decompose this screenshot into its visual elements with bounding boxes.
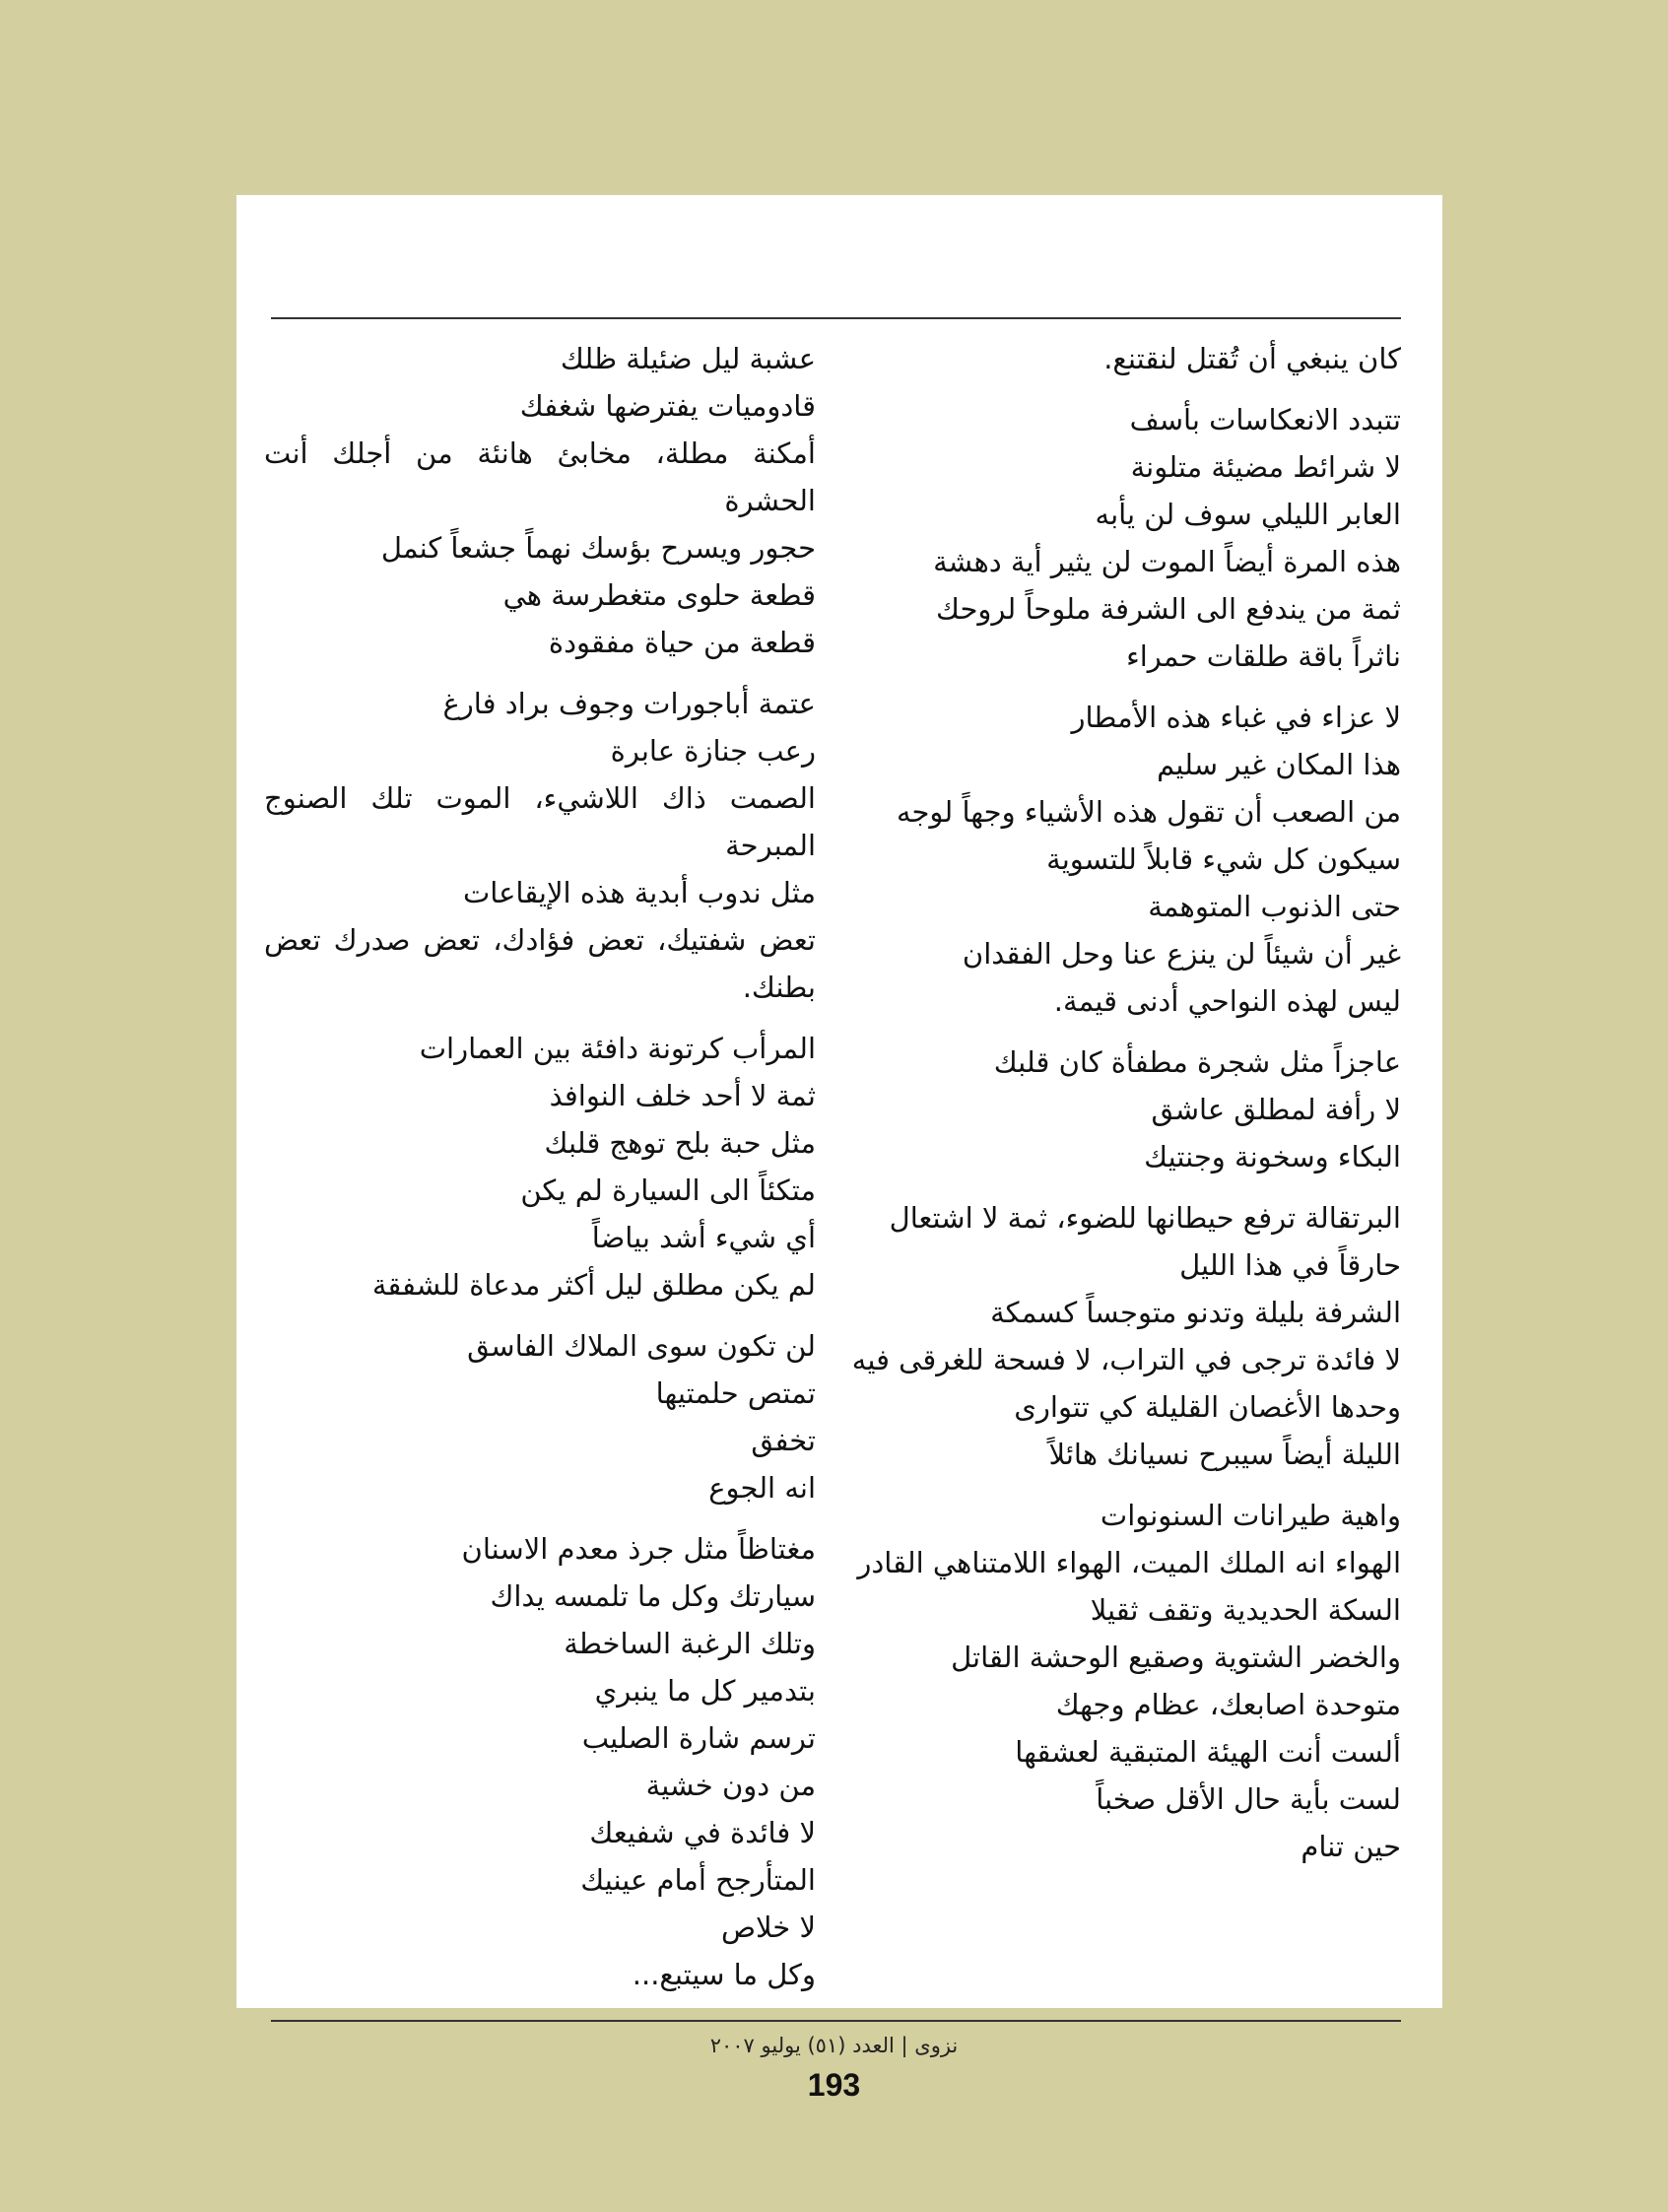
top-rule [271,317,1401,319]
verse-line: من دون خشية [645,1769,816,1802]
verse-line: متكئاً الى السيارة لم يكن [520,1173,816,1207]
verse-line: حين تنام [1301,1830,1401,1863]
verse-line: ليس لهذه النواحي أدنى قيمة. [1053,984,1401,1018]
verse-line: تتبدد الانعكاسات بأسف [1129,403,1401,436]
verse-line: تمتص حلمتيها [655,1376,816,1410]
verse-line: ثمة لا أحد خلف النوافذ [549,1079,816,1112]
verse-line: متوحدة اصابعك، عظام وجهك [1055,1688,1401,1721]
stanza [264,335,816,666]
verse-line: ناثراً باقة طلقات حمراء [1126,639,1401,673]
verse-line: أي شيء أشد بياضاً [591,1221,816,1254]
verse-line: كان ينبغي أن تُقتل لنقتنع. [1103,342,1401,375]
verse-line: عتمة أباجورات وجوف براد فارغ [442,687,816,720]
verse-line: قطعة حلوى متغطرسة هي [502,578,816,612]
verse-line: بتدمير كل ما ينبري [594,1674,816,1708]
verse-line: الصمت ذاك اللاشيء، الموت تلك الصنوج المبرحة [264,781,816,862]
stanza [264,1525,816,1998]
verse-line: المرأب كرتونة دافئة بين العمارات [419,1032,816,1065]
verse-line: حتى الذنوب المتوهمة [1148,890,1401,923]
verse-line: لا خلاص [720,1910,816,1944]
poem-column-right [849,335,1401,1884]
verse-line: تعض شفتيك، تعض فؤادك، تعض صدرك تعض بطنك. [264,923,816,1004]
verse-line: وكل ما سيتبع... [632,1958,816,1991]
verse-line: مغتاظاً مثل جرذ معدم الاسنان [461,1532,816,1566]
stanza [849,694,1401,1025]
verse-line: قطعة من حياة مفقودة [548,626,816,659]
verse-line: الهواء انه الملك الميت، الهواء اللامتناهي القادر [857,1546,1401,1579]
stanza [849,1194,1401,1478]
stanza [264,1322,816,1511]
verse-line: العابر الليلي سوف لن يأبه [1095,498,1401,531]
stanza [849,335,1401,382]
verse-line: والخضر الشتوية وصقيع الوحشة القاتل [951,1641,1401,1674]
verse-line: حارقاً في هذا الليل [1179,1248,1401,1282]
verse-line: انه الجوع [708,1471,816,1505]
verse-line: وحدها الأغصان القليلة كي تتوارى [1014,1390,1401,1424]
verse-line: تخفق [751,1424,816,1457]
verse-line: البرتقالة ترفع حيطانها للضوء، ثمة لا اشتعال [889,1201,1401,1235]
verse-line: عاجزاً مثل شجرة مطفأة كان قلبك [993,1045,1401,1079]
verse-line: هذا المكان غير سليم [1157,748,1401,781]
stanza [849,1039,1401,1180]
verse-line: سيارتك وكل ما تلمسه يداك [490,1579,816,1613]
verse-line: لم يكن مطلق ليل أكثر مدعاة للشفقة [371,1268,816,1302]
verse-line: الليلة أيضاً سيبرح نسيانك هائلاً [1048,1438,1401,1471]
poem-column-left [264,335,816,2012]
verse-line: السكة الحديدية وتقف ثقيلا [1090,1593,1401,1627]
verse-line: من الصعب أن تقول هذه الأشياء وجهاً لوجه [896,795,1401,829]
verse-line: لا رأفة لمطلق عاشق [1151,1093,1401,1126]
verse-line: أمكنة مطلة، مخابئ هانئة من أجلك أنت الحشرة [264,436,816,517]
verse-line: غير أن شيئاً لن ينزع عنا وحل الفقدان [962,937,1401,971]
page-number: 193 [807,2067,861,2103]
verse-line: لا فائدة في شفيعك [589,1816,816,1849]
verse-line: البكاء وسخونة وجنتيك [1144,1140,1401,1173]
verse-line: لا عزاء في غباء هذه الأمطار [1071,701,1401,734]
verse-line: الشرفة بليلة وتدنو متوجساً كسمكة [990,1296,1401,1329]
verse-line: وتلك الرغبة الساخطة [564,1627,816,1660]
verse-line: لست بأية حال الأقل صخباً [1096,1782,1401,1816]
verse-line: لن تكون سوى الملاك الفاسق [467,1329,816,1363]
verse-line: المتأرجح أمام عينيك [580,1863,816,1897]
verse-line: مثل ندوب أبدية هذه الإيقاعات [462,876,816,909]
stanza [264,1025,816,1308]
verse-line: واهية طيرانات السنونوات [1100,1499,1401,1532]
stanza [849,1492,1401,1870]
stanza [264,680,816,1011]
verse-line: لا فائدة ترجى في التراب، لا فسحة للغرقى فيه [851,1343,1401,1376]
verse-line: ألست أنت الهيئة المتبقية لعشقها [1015,1735,1401,1769]
bottom-rule [271,2020,1401,2022]
verse-line: مثل حبة بلح توهج قلبك [544,1126,816,1160]
issue-line: نزوى | العدد (٥١) يوليو ٢٠٠٧ [709,2034,959,2057]
stanza [849,396,1401,680]
verse-line: ترسم شارة الصليب [581,1721,816,1755]
verse-line: قادوميات يفترضها شغفك [519,389,816,423]
verse-line: لا شرائط مضيئة متلونة [1130,450,1401,484]
verse-line: عشبة ليل ضئيلة ظلك [560,342,816,375]
verse-line: هذه المرة أيضاً الموت لن يثير أية دهشة [933,545,1401,578]
verse-line: سيكون كل شيء قابلاً للتسوية [1046,842,1401,876]
verse-line: حجور ويسرح بؤسك نهماً جشعاً كنمل [380,531,816,565]
verse-line: رعب جنازة عابرة [610,734,816,768]
verse-line: ثمة من يندفع الى الشرفة ملوحاً لروحك [936,592,1401,626]
